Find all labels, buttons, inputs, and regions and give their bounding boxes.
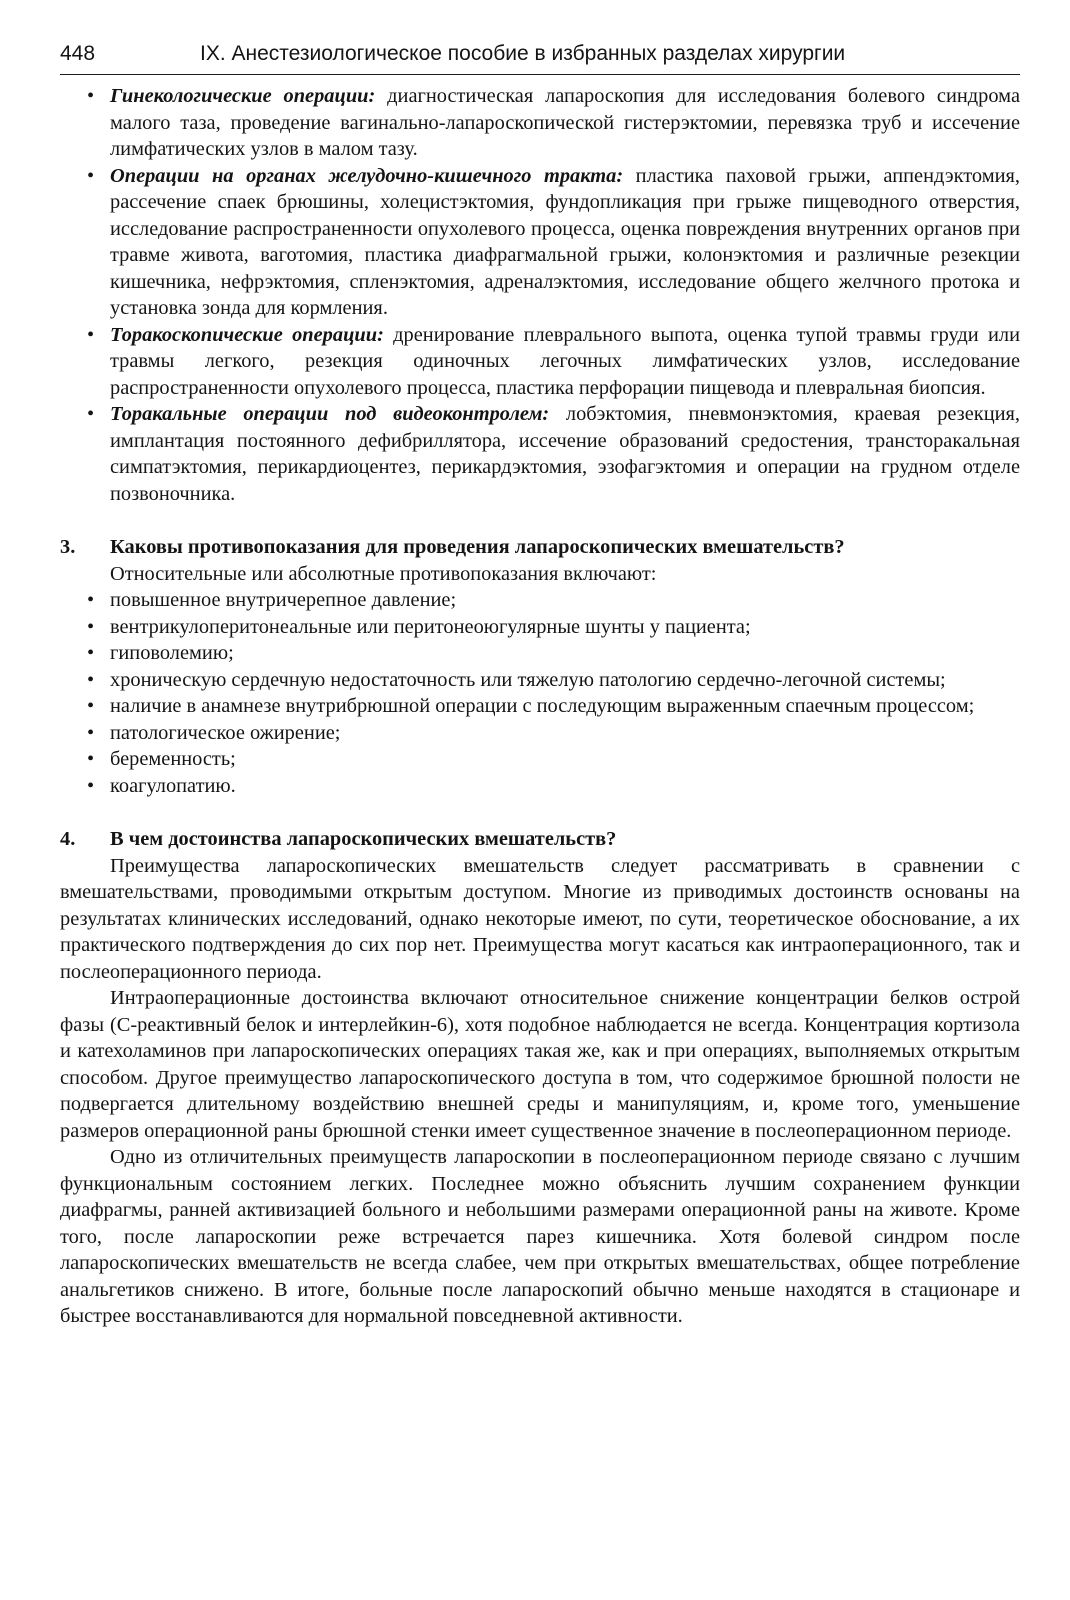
- list-item-term: Операции на органах желудочно-кишечного тракта:: [110, 164, 624, 187]
- list-item: • патологическое ожирение;: [60, 720, 1020, 747]
- list-item-term: Гинекологические операции:: [110, 85, 376, 107]
- question-intro: Относительные или абсолютные противопоказания включают:: [110, 562, 657, 585]
- list-item: • беременность;: [60, 746, 1020, 773]
- list-item: [60, 163, 1020, 322]
- list-item-text: дренирование плеврального выпота, оценка тупой травмы груди или травмы легкого, резекция одиночных легочных лимфатических узлов, исследование распространенности опухолевого процесса, пластика перфорации пищевода и плевральная биопсия.: [110, 323, 1020, 399]
- list-item: [60, 83, 1020, 163]
- list-item: • хроническую сердечную недостаточность или тяжелую патологию сердечно-легочной системы;: [60, 667, 1020, 694]
- list-item: • вентрикулоперитонеальные или перитонеоюгулярные шунты у пациента;: [60, 614, 1020, 641]
- list-item: [60, 322, 1020, 402]
- body-paragraph: Преимущества лапароскопических вмешательств следует рассматривать в сравнении с вмешательствами, проводимыми открытым доступом. Многие из приводимых достоинств основаны на результатах клинических исследований, однако некоторые имеют, по сути, теоретическое обоснование, а их практического подтверждения до сих пор нет. Преимущества могут касаться как интраоперационного, так и послеоперационного периода.: [60, 854, 1020, 983]
- question-number: 3.: [60, 536, 76, 558]
- contraindications-list: [60, 587, 1020, 799]
- question-heading-3: [60, 534, 1020, 561]
- list-item-text: пластика паховой грыжи, аппендэктомия, рассечение спаек брюшины, холецистэктомия, фундопликация при грыже пищеводного отверстия, исследование распространенности опухолевого процесса, оценка повреждения внутренних органов при травме живота, ваготомия, пластика диафрагмальной грыжи, колонэктомия и различные резекции кишечника, нефрэктомия, спленэктомия, адреналэктомия, исследование общего желчного протока и установка зонда для кормления.: [110, 164, 1020, 319]
- list-item-term: Торакоскопические операции:: [110, 323, 384, 346]
- body-paragraph: Интраоперационные достоинства включают относительное снижение концентрации белков острой фазы (С-реактивный белок и интерлейкин-6), хотя подобное наблюдается не всегда. Концентрация кортизола и катехоламинов при лапароскопических операциях такая же, как и при операциях, выполняемых открытым способом. Другое преимущество лапароскопического доступа в том, что содержимое брюшной полости не подвергается длительному воздействию внешней среды и манипуляциям, и, кроме того, уменьшение размеров операционной раны брюшной стенки имеет существенное значение в послеоперационном периоде.: [60, 987, 1020, 1142]
- list-item: • наличие в анамнезе внутрибрюшной операции с последующим выраженным спаечным процессом;: [60, 693, 1020, 720]
- body-paragraph: Одно из отличительных преимуществ лапароскопии в послеоперационном периоде связано с лучшим функциональным состоянием легких. Последнее можно объяснить лучшим сохранением функции диафрагмы, ранней активизацией больного и небольшими размерами операционной раны на животе. Кроме того, после лапароскопии реже встречается парез кишечника. Хотя болевой синдром после лапароскопических вмешательств не всегда слабее, чем при открытых вмешательствах, общее потребление анальгетиков снижено. В итоге, больные после лапароскопий обычно меньше находятся в стационаре и быстрее восстанавливаются для нормальной повседневной активности.: [60, 1146, 1020, 1327]
- running-title: IX. Анестезиологическое пособие в избранных разделах хирургии: [200, 42, 846, 65]
- running-header: [60, 34, 1020, 75]
- page-content: [60, 83, 1020, 1330]
- list-item-text: диагностическая лапароскопия для исследования болевого синдрома малого таза, проведение вагинально-лапароскопической гистерэктомии, перевязка труб и иссечение лимфатических узлов в малом тазу.: [110, 85, 1020, 160]
- operations-list: [60, 83, 1020, 507]
- list-item: • повышенное внутричерепное давление;: [60, 587, 1020, 614]
- list-item-term: Торакальные операции под видеоконтролем:: [110, 403, 550, 425]
- question-title: В чем достоинства лапароскопических вмешательств?: [110, 828, 617, 850]
- question-number: 4.: [60, 828, 76, 850]
- page-number: 448: [60, 42, 96, 65]
- list-item: • гиповолемию;: [60, 640, 1020, 667]
- list-item: [60, 401, 1020, 507]
- list-item: • коагулопатию.: [60, 773, 1020, 800]
- question-title: Каковы противопоказания для проведения лапароскопических вмешательств?: [110, 536, 845, 558]
- question-heading-4: [60, 826, 1020, 853]
- list-item-text: лобэктомия, пневмонэктомия, краевая резекция, имплантация постоянного дефибриллятора, иссечение образований средостения, трансторакальная симпатэктомия, перикардиоцентез, перикардэктомия, эзофагэктомия и операции на грудном отделе позвоночника.: [110, 403, 1020, 505]
